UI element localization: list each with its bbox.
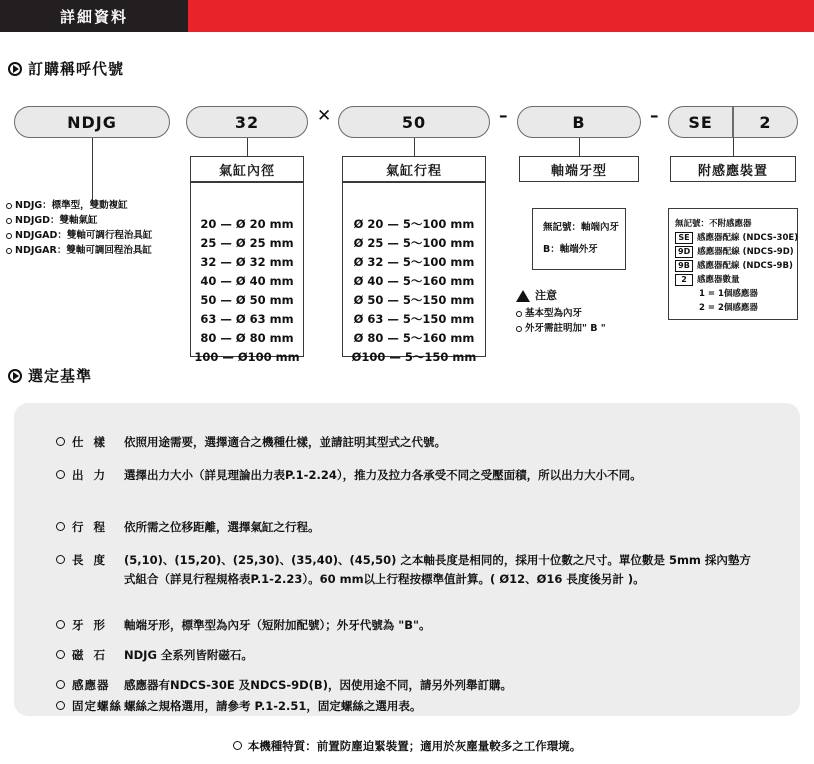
stroke-values-box [342,182,486,364]
warning-triangle-icon [516,290,530,302]
criteria-row-spec [56,433,756,452]
selection-criteria-panel [14,403,800,716]
pill-bore: 32 [186,106,308,138]
bore-value: 32 — Ø 32 mm [200,255,294,269]
bullet-icon [6,218,12,224]
sensor-code-chip: 9D [675,246,693,258]
stroke-value: Ø 63 — 5～150 mm [353,312,475,326]
criteria-text: 選擇出力大小（詳見理論出力表P.1-2.24），推力及拉力各承受不同之受壓面積，所以出力大小不同。 [124,468,642,482]
criteria-row-magnet [56,646,756,665]
criteria-key: 磁石 [72,648,115,662]
criteria-text: (5,10)、(15,20)、(25,30)、(35,40)、(45,50) 之本軸長度是相同的，採用十位數之尺寸。單位數是 5mm 採內墊方式組合（詳見行程規格表P.1-2.23）。60 mm以上行程按標準值計算。( Ø12、Ø16 長度後另計 )。 [124,553,751,586]
thread-value: B：軸端外牙 [543,244,598,255]
criteria-key: 感應器 [72,678,110,692]
sensor-values-box [668,208,798,320]
sensor-value-row: 9D 感應器配線 (NDCS-9D) [675,245,798,259]
sensor-value-row: 無記號：不附感應器 [675,219,752,229]
header-tab: 詳細資料 [0,0,188,32]
criteria-key: 出力 [72,468,115,482]
criteria-key: 牙形 [72,618,115,632]
operator-dash-1: – [499,106,508,126]
bore-value: 63 — Ø 63 mm [200,312,294,326]
criteria-row-stroke [56,518,756,537]
bore-value: 100 — Ø100 mm [194,350,300,364]
bullet-icon [56,701,65,710]
criteria-key: 仕樣 [72,435,115,449]
pill-thread: B [517,106,641,138]
label-box-stroke: 氣缸行程 [342,156,486,182]
bore-value: 80 — Ø 80 mm [200,331,294,345]
footer-note-text: 本機種特質：前置防塵迫緊裝置；適用於灰塵量較多之工作環境。 [247,739,582,753]
connector-series [92,138,93,200]
stroke-value: Ø 20 — 5～100 mm [353,217,475,231]
bullet-icon [56,620,65,629]
stroke-value: Ø100 — 5～150 mm [351,350,477,364]
stroke-value: Ø 40 — 5～160 mm [353,274,475,288]
connector-stroke [414,138,415,156]
thread-note-title: 注意 [535,289,557,302]
sensor-value-row: SE 感應器配線 (NDCS-30E) [675,231,798,245]
thread-value: 無記號：軸端內牙 [543,222,620,233]
stroke-value: Ø 50 — 5～150 mm [353,293,475,307]
thread-note-item: 外牙需註明加" B " [516,321,646,336]
section-title-order-code-label: 訂購稱呼代號 [28,60,125,78]
bullet-icon [56,470,65,479]
connector-bore [247,138,248,156]
label-box-bore: 氣缸內徑 [190,156,304,182]
pill-sensor-code: SE [688,112,713,132]
page-header-bar [0,0,814,32]
criteria-text: 感應器有NDCS-30E 及NDCS-9D(B)，因使用途不同，請另外列舉訂購。 [124,678,512,692]
thread-note-item: 基本型為內牙 [516,306,646,321]
thread-note [516,288,646,336]
bullet-icon [56,555,65,564]
bullet-icon [233,741,242,750]
play-triangle-icon [8,369,22,383]
sensor-value-row: 1 = 1個感應器 [699,289,758,299]
sensor-code-chip: 2 [675,274,693,286]
connector-sensor [733,138,734,156]
bore-value: 50 — Ø 50 mm [200,293,294,307]
sensor-code-chip: 9B [675,260,693,272]
bullet-icon [6,233,12,239]
connector-thread [579,138,580,156]
criteria-row-output [56,466,756,485]
bullet-icon [6,248,12,254]
criteria-text: 軸端牙形，標準型為內牙（短附加配號）；外牙代號為 "B"。 [124,618,431,632]
sensor-code-chip: SE [675,232,693,244]
criteria-row-thread [56,616,756,635]
pill-sensor-group [668,106,798,138]
sensor-values-list [675,217,798,315]
stroke-value: Ø 25 — 5～100 mm [353,236,475,250]
sensor-value-row: 2 = 2個感應器 [699,303,758,313]
bore-value: 20 — Ø 20 mm [200,217,294,231]
footer-note [0,738,814,754]
thread-values-list [543,217,619,261]
criteria-text: 依所需之位移距離，選擇氣缸之行程。 [124,520,320,534]
pill-sensor-qty: 2 [759,112,772,132]
play-triangle-icon [8,62,22,76]
criteria-row-screw [56,697,756,716]
criteria-key: 長度 [72,553,115,567]
operator-multiply: ✕ [317,106,332,126]
section-title-order-code [8,58,124,79]
bullet-icon [56,437,65,446]
model-item: NDJGAD：雙軸可調行程治具缸 [6,228,152,243]
sensor-value-row: 9B 感應器配線 (NDCS-9B) [675,259,798,273]
sensor-value-row: 2 感應器數量 [675,273,798,287]
bore-values-list [191,215,303,367]
model-item: NDJGAR：雙軸可調回程治具缸 [6,243,152,258]
bullet-icon [6,203,12,209]
bullet-icon [516,311,522,317]
stroke-value: Ø 80 — 5～160 mm [353,331,475,345]
criteria-row-sensor [56,676,756,695]
bore-value: 40 — Ø 40 mm [200,274,294,288]
bore-values-box [190,182,304,364]
bullet-icon [56,650,65,659]
pill-stroke: 50 [338,106,490,138]
label-box-thread: 軸端牙型 [519,156,639,182]
criteria-text: 螺絲之規格選用，請參考 P.1-2.51，固定螺絲之選用表。 [124,699,422,713]
stroke-values-list [343,215,485,367]
criteria-key: 固定螺絲 [72,699,122,713]
thread-values-box [532,208,626,270]
pill-series: NDJG [14,106,170,138]
criteria-row-length [56,551,756,589]
bullet-icon [56,680,65,689]
stroke-value: Ø 32 — 5～100 mm [353,255,475,269]
criteria-text: NDJG 全系列皆附磁石。 [124,648,253,662]
model-list [6,198,152,258]
section-title-selection-label: 選定基準 [28,367,93,385]
bullet-icon [56,522,65,531]
criteria-key: 行程 [72,520,115,534]
model-item: NDJGD：雙軸氣缸 [6,213,152,228]
bullet-icon [516,326,522,332]
model-item: NDJG：標準型，雙動複缸 [6,198,152,213]
bore-value: 25 — Ø 25 mm [200,236,294,250]
operator-dash-2: – [650,106,659,126]
criteria-text: 依照用途需要，選擇適合之機種仕樣，並請註明其型式之代號。 [124,435,446,449]
section-title-selection [8,365,92,386]
label-box-sensor: 附感應裝置 [670,156,796,182]
